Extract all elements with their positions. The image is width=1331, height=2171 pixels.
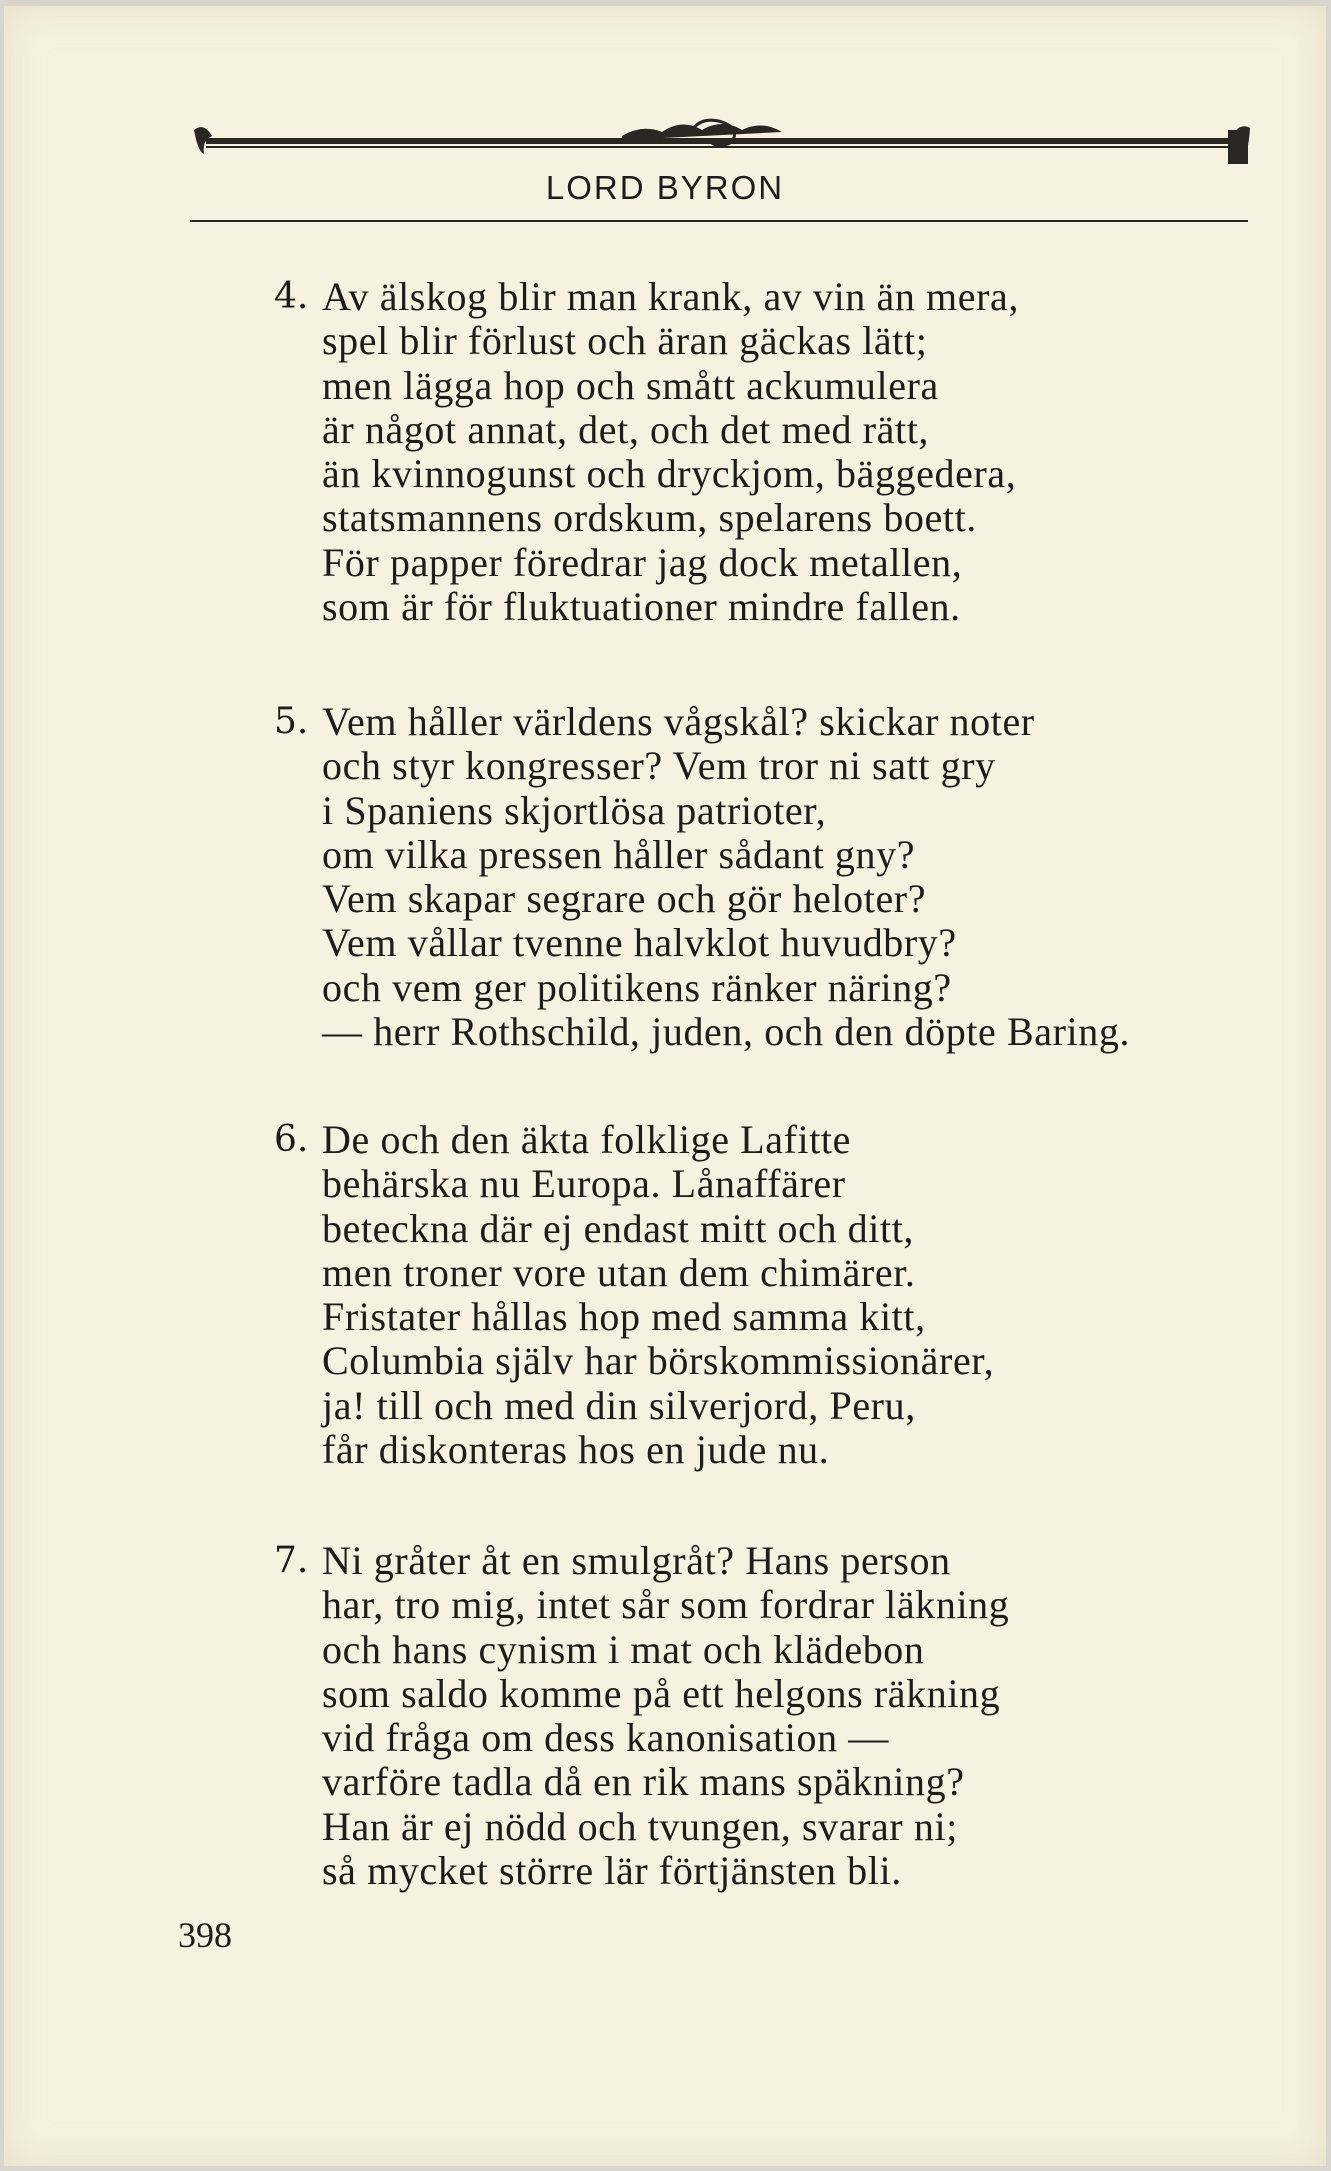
header-ornament [192, 114, 1252, 174]
verse-line: men troner vore utan dem chimärer. [322, 1249, 916, 1295]
verse-line: Han är ej nödd och tvungen, svarar ni; [322, 1803, 958, 1849]
verse-line: och styr kongresser? Vem tror ni satt gry [322, 743, 996, 789]
page-number: 398 [178, 1915, 232, 1955]
header-rule [190, 220, 1248, 222]
verse-line: Vem skapar segrare och gör heloter? [322, 876, 927, 922]
verse-line: men lägga hop och smått ackumulera [322, 362, 939, 408]
stanza-lines [322, 275, 1019, 629]
verse-line: statsmannens ordskum, spelarens boett. [322, 495, 977, 541]
running-head: LORD BYRON [545, 169, 785, 206]
book-page [4, 6, 1326, 2166]
verse-line: vid fråga om dess kanonisation — [322, 1715, 889, 1761]
verse-line: och vem ger politikens ränker näring? [322, 964, 952, 1010]
verse-line: ja! till och med din silverjord, Peru, [322, 1382, 916, 1428]
verse-line: Columbia själv har börskommissionärer, [322, 1338, 995, 1384]
stanza-number: 4. [274, 276, 309, 317]
stanza-lines [322, 700, 1130, 1054]
verse-line: i Spaniens skjortlösa patrioter, [322, 787, 827, 833]
verse-line: är något annat, det, och det med rätt, [322, 406, 930, 452]
verse-line: — herr Rothschild, juden, och den döpte Baring. [322, 1009, 1131, 1055]
stanza-lines [322, 1539, 1009, 1893]
stanza-lines [322, 1118, 994, 1472]
verse-line: beteckna där ej endast mitt och ditt, [322, 1205, 915, 1251]
verse-line: De och den äkta folklige Lafitte [322, 1117, 851, 1162]
verse-line: Vem vållar tvenne halvklot huvudbry? [322, 920, 957, 966]
verse-line: som är för fluktuationer mindre fallen. [322, 584, 961, 630]
verse-line: varföre tadla då en rik mans späkning? [322, 1759, 965, 1805]
verse-line: om vilka pressen håller sådant gny? [322, 831, 916, 877]
stanza-number: 5. [274, 701, 309, 742]
verse-line: Av älskog blir man krank, av vin än mera, [322, 274, 1020, 319]
verse-line: så mycket större lär förtjänsten bli. [322, 1848, 902, 1894]
verse-line: För papper föredrar jag dock metallen, [322, 539, 963, 585]
verse-line: Fristater hållas hop med samma kitt, [322, 1294, 926, 1340]
verse-line: än kvinnogunst och dryckjom, bäggedera, [322, 451, 1017, 497]
verse-line: får diskonteras hos en jude nu. [322, 1427, 830, 1473]
stanza-number: 6. [274, 1119, 309, 1160]
verse-line: Ni gråter åt en smulgråt? Hans person [322, 1538, 951, 1583]
stanza-number: 7. [274, 1540, 309, 1581]
verse-line: behärska nu Europa. Lånaffärer [322, 1161, 846, 1207]
verse-line: som saldo komme på ett helgons räkning [322, 1670, 1001, 1716]
verse-line: spel blir förlust och äran gäckas lätt; [322, 318, 928, 364]
verse-line: har, tro mig, intet sår som fordrar läkning [322, 1582, 1010, 1628]
verse-line: Vem håller världens vågskål? skickar noter [322, 699, 1035, 744]
verse-line: och hans cynism i mat och klädebon [322, 1626, 925, 1672]
